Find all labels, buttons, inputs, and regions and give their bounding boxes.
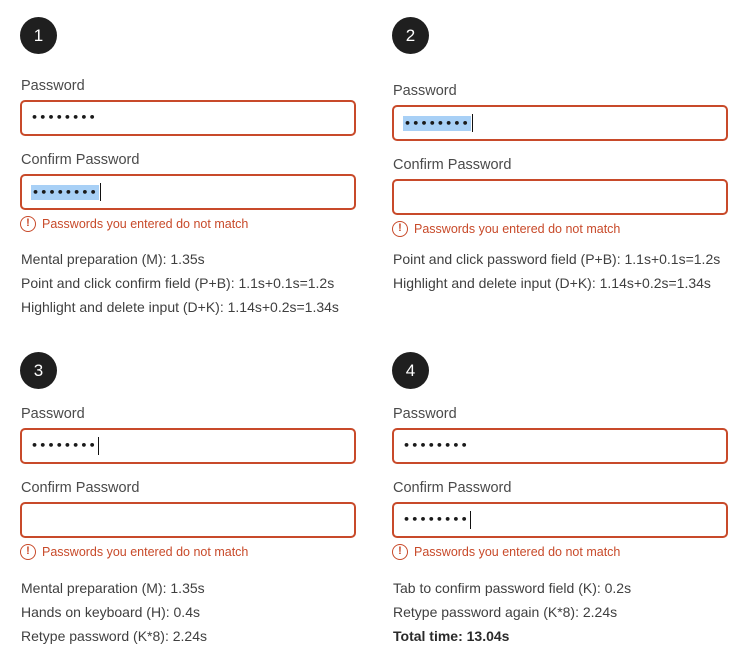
note-line: Hands on keyboard (H): 0.4s (21, 604, 200, 620)
step-badge: 3 (20, 352, 57, 389)
note-line: Point and click confirm field (P+B): 1.1s+0.1s=1.2s (21, 275, 335, 291)
password-label: Password (393, 406, 457, 422)
password-field[interactable] (392, 428, 728, 464)
password-value: •••••••• (31, 439, 97, 452)
error-message: Passwords you entered do not match (414, 222, 621, 236)
step-panel-3 (20, 352, 360, 644)
password-value: •••••••• (403, 439, 469, 452)
confirm-password-label: Confirm Password (393, 157, 512, 173)
note-line: Mental preparation (M): 1.35s (21, 580, 205, 596)
mismatch-error (20, 216, 248, 232)
timing-notes (393, 576, 631, 648)
mismatch-error (20, 544, 248, 560)
note-line: Retype password (K*8): 2.24s (21, 628, 207, 644)
timing-notes (21, 247, 339, 319)
mismatch-error (392, 221, 620, 237)
error-icon: ! (20, 544, 36, 560)
text-caret (470, 511, 472, 529)
password-field[interactable] (20, 428, 356, 464)
text-caret (100, 183, 102, 201)
note-line: Point and click password field (P+B): 1.1s+0.1s=1.2s (393, 251, 721, 267)
password-field[interactable] (20, 100, 356, 136)
text-caret (472, 114, 474, 132)
error-icon: ! (392, 544, 408, 560)
step-panel-2 (392, 17, 732, 291)
confirm-password-field[interactable] (392, 179, 728, 215)
step-badge: 4 (392, 352, 429, 389)
confirm-password-label: Confirm Password (21, 480, 140, 496)
timing-notes (393, 247, 720, 295)
password-label: Password (393, 83, 457, 99)
step-badge: 1 (20, 17, 57, 54)
confirm-password-field[interactable] (392, 502, 728, 538)
error-message: Passwords you entered do not match (42, 217, 249, 231)
password-label: Password (21, 406, 85, 422)
password-value-selected: •••••••• (404, 116, 470, 130)
confirm-password-field[interactable] (20, 174, 356, 210)
text-caret (98, 437, 100, 455)
error-message: Passwords you entered do not match (42, 545, 249, 559)
step-panel-4 (392, 352, 732, 644)
total-time: Total time: 13.04s (393, 628, 510, 644)
confirm-password-value: •••••••• (403, 513, 469, 526)
error-icon: ! (392, 221, 408, 237)
confirm-password-value-selected: •••••••• (32, 185, 98, 199)
note-line: Mental preparation (M): 1.35s (21, 251, 205, 267)
step-badge: 2 (392, 17, 429, 54)
confirm-password-field[interactable] (20, 502, 356, 538)
confirm-password-label: Confirm Password (393, 480, 512, 496)
step-panel-1 (20, 17, 360, 315)
mismatch-error (392, 544, 620, 560)
password-label: Password (21, 78, 85, 94)
note-line: Retype password again (K*8): 2.24s (393, 604, 618, 620)
error-icon: ! (20, 216, 36, 232)
note-line: Highlight and delete input (D+K): 1.14s+0.2s=1.34s (21, 299, 339, 315)
password-value: •••••••• (31, 111, 97, 124)
timing-notes (21, 576, 207, 648)
note-line: Tab to confirm password field (K): 0.2s (393, 580, 632, 596)
password-field[interactable] (392, 105, 728, 141)
error-message: Passwords you entered do not match (414, 545, 621, 559)
confirm-password-label: Confirm Password (21, 152, 140, 168)
note-line: Highlight and delete input (D+K): 1.14s+0.2s=1.34s (393, 275, 711, 291)
